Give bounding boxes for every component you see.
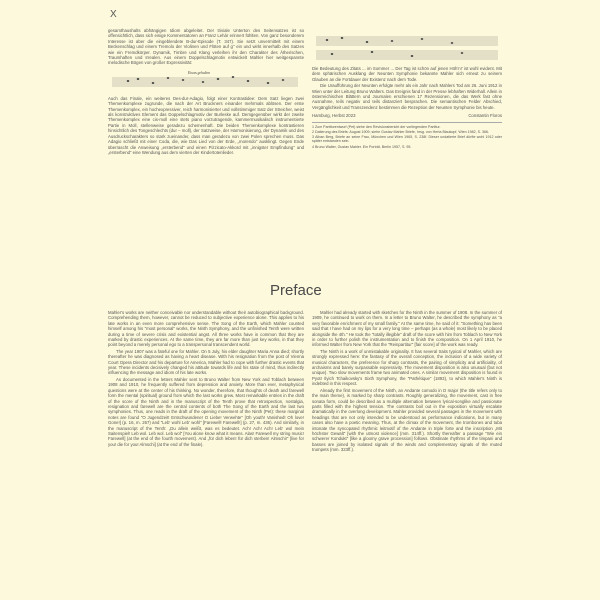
english-paragraph: The year 1907 was a fateful one for Mahler. On 5 July, his elder daughter Maria Anna died; shortly thereafter he was diagnosed as having a heart disease. With his resignation from the post of Vienna Court Opera Director and his departure for America, Mahler had to cope with further drastic events that year. These incidents decisively changed his attitude towards life and his state of mind, thus indirectly influencing the message and idiom of his late works. <box>108 348 304 376</box>
music-example-2 <box>312 29 502 63</box>
english-paragraph: Mahler's works are neither conceivable nor understandable without their autobiographical background. Comprehending them, however, cannot be reduced to subjective experience alone. This applies to his late works in an even more comprehensive sense. The Song of the Earth, which Mahler counted himself among his "most personal" works, the Ninth Symphony, and the unfinished Tenth were written during a time of severe crisis and existential angst. All three works have in common that they are marked by drastic experiences. At the same time, they are far more than just key works, in that they point beyond a merely personal ego to a transpersonal transcendent world. <box>108 310 304 348</box>
english-right-column <box>312 310 502 454</box>
signature-place: Hamburg, Herbst 2023 <box>312 113 356 119</box>
signature-line <box>312 113 502 118</box>
footnote: 2 Datierung des Briefs: August 1909; siehe Gustav Mahler Briefe, hrsg. von Herta Blaukopf, Wien 1982, S. 366. <box>312 129 489 134</box>
german-paragraph: Auch das Finale, ein weiteres Des-dur-Adagio, folgt einer Kontrastidee: Dem Satz liegen zwei Themenkomplexe zugrunde, die nach der Art Bruckners einander mehrmals ablösen. Der erste Themenkomplex, ein hochexpressiver, reich harmonisierter und vollstimmiger Satz der Streicher, weist als konstruktives Element das Doppelschlagmotiv der Burleske auf. Demgegenüber wirkt der zweite Themenkomplex eine cis-moll eine stets piano vorzutragende, kammermusikalisch instrumentierte Partie in Moll, stellenweise geradezu schemenhaft. Die beiden Themenkomplexe kontrastieren hinsichtlich des Tongeschlechts (dur – moll), der Satzweise, der Harmonisierung, der Dynamik und des Ausdruckscharakters so stark zueinander, dass man geradezu von zwei Polen sprechen muss. Das Adagio schließt mit einer Coda, die, wie Das Lied von der Erde, „morendo“ ausklingt. Gegen Ende überrascht die Anweisung „ersterbend“ und einen Pizzicato-Akkord mit „innigster Empfindung“ und „ersterbend“ eine Wendung aus dem vierten der Kindertotenlieder. <box>108 95 304 155</box>
german-paragraph: Die Bedeutung des Zitats ... im Sommer ... Der Tag ist schön auf jenen Höh'n!' ist wohl evident. Mit dem sphärischen Ausklang der Neunten Symphonie bekannte Mahler sich erneut zu seinem Glauben an die Fortdauer der Existenz nach dem Tode. <box>312 66 502 82</box>
english-left-column <box>108 310 304 448</box>
footnotes <box>312 122 502 149</box>
english-paragraph: As documented in the letters Mahler sent to Bruno Walter from New York and Toblach between 1908 and 1910, he frequently suffered from depression and anxiety. More than ever, metaphysical questions were at the center of his thinking. No wonder, therefore, that thoughts of death and farewell form the mental (spiritual) ground from which the last works grew. Most remarkable entries in the draft of the score of the Ninth and in the manuscript of the Tenth prove that retrospection, nostalgia, resignation and farewell are the central contents of both The Song of the Earth and the last two symphonies. Thus, one reads in the draft of the opening movement of the Ninth (Pet): these marginal notes are found "O Jugendzeit! Entschwundene! O Liebe! Verwehte" [Oh youth! Vanished! Oh love! Gone!] (p. 16, m. 267) and "Leb' wohl Leb' wohl" [Farewell! Farewell!] (p. 27, m. 436). And similarly, in the manuscript of the Tenth: „Du allein weißt, was es bedeutet. Ach! Ach! Ach! Leb' wol mein Saitenspiel! Leb wol. Leb wol. Leb wol“ [You alone know what it means. Alas! Farewell my string music! Farewell] (at the end of the fourth movement). And „für dich leben! für dich sterben! Almschi!“ [live for you! die for you! Almschi] (at the end of the finale). <box>108 376 304 447</box>
english-paragraph: Mahler had already started with sketches for the Ninth in the summer of 1908. In the summer of 1909, he continued to work on them. In a letter to Bruno Walter, he described the symphony as "a very favorable enrichment of my small family." At the same time, he said of it: "Something has been said that I have had on my lips for a very long time – perhaps (as a whole) most likely to be placed alongside the 4th." He took the "totally illegible" draft of the score with him from Toblach to New York in order to further polish the instrumentation and to finish the composition. On 1 April 1910, he informed Walter from New York that the "Reinpartitur" [fair score] of the work was ready. <box>312 310 502 348</box>
staff-notation-icon <box>312 29 502 63</box>
footnote: 1 Zum Partiturentwurf (Pet) siehe den Revisionsbericht der vorliegenden Partitur. <box>312 124 441 129</box>
footnote: 3 Alban Berg, Briefe an seine Frau, München und Wien 1965, S. 238f. Dieser undatierte Brief dürfte wohl 1912 oder später entstanden sein. <box>312 134 502 144</box>
english-paragraph: Already the first movement of the Ninth, an Andante comodo in D major (the title refers only to the main theme), is marked by sharp contrasts. Roughly generalizing, the movement, cast in free sonata form, could be described as a multiple alternation between lyrical-songlike and passionate parts filled with the highest tension. The contrasts boil out in the exposition virtually escalate dramatically in the overlong development. Mahler provided several passages in the movement with headings that are not only intended to be understood as performance indications, but in many cases also have a poetic meaning. Thus, at the climax of the movement, the trombones and tuba intonate the syncopated rhythmic leitmotif of the Andante in triple forte and the inscription „Mit höchster Gewalt“ [with the utmost violence] (mm. 314ff.). Shortly thereafter a passage "Wie ein schwerer Kondukt" [like a gloomy grave procession] follows. Obstinate rhythms of the timpani and basses are joined by isolated signals of the winds and complementary signals of the muted trumpets (mm. 323ff.). <box>312 387 502 453</box>
footnote: 4 Bruno Walter, Gustav Mahler. Ein Porträt, Berlin 1957, S. 95. <box>312 144 412 149</box>
german-paragraph: gesamthaushalts abhängigen Idiom abgeleitet. Der triviale Unterton des Seitensatzes ist so offensichtlich, dass sich einige Kommentatoren an Franz Lehár erinnert fühlten. Von ganz besonderem Interesse ist aber die eingeblendete B-dur-Episode (T. 347). Sie setzt unvermittelt mit einem Beckenschlag und einem Tremolo der Violinen und Flöten auf g'' ein und wirkt innerhalb des Satzes wie ein Fremdkörper. Dynamik, Timbre und Klang verleihen ihr den Charakter des Ätherischen, Traumhaften und Irrealen. Aus einem Doppelschlagmotiv entwickelt Mahler hier weitgespannte melodische Bögen von großer Expressivität: <box>108 28 304 66</box>
staff-notation-icon <box>108 69 304 93</box>
music-tempo-mark: Etwas gehalten <box>188 70 211 75</box>
page-number: X <box>110 9 117 20</box>
music-example-1 <box>108 69 304 93</box>
german-paragraph: Die Uraufführung der Neunten erfolgte mehr als ein Jahr nach Mahlers Tod am 26. Juni 1912 in Wien unter der Leitung Bruno Walters. Das Ereignis fand in der Presse lebhaften Widerhall. Allein in österreichischen Blättern und Journalen erschienen 17 Rezensionen, die das Werk fast ohne Ausnahme, teils negativ und teils distanziert besprachen. Die semantischen Felder Abschied, Vergänglichkeit und Transzendenz bestimmen die Rezeption der Neunten Symphonie bis heute. <box>312 83 502 110</box>
german-right-column <box>312 26 502 150</box>
signature-author: Constantin Floros <box>468 113 502 119</box>
german-left-column <box>108 28 304 156</box>
preface-title: Preface <box>270 282 322 299</box>
english-paragraph: The Ninth is a work of unmistakable originality. It has several traits typical of Mahler, which are strongly expressed here: the fantasy of the overall conception, the inclusion of a wide variety of musical characters, the preference for sharp contrasts, the pairing of simplicity and artificiality, of archaisms and barely surpassable expressivity. The movement disposition is also unusual (but not unique). Two slow movements frame two animated ones. A similar movement disposition is found in Pyotr Ilyich Tchaikovsky's Sixth Symphony, the "Pathétique" (1893), to which Mahler's Ninth is indebted in this respect. <box>312 348 502 387</box>
